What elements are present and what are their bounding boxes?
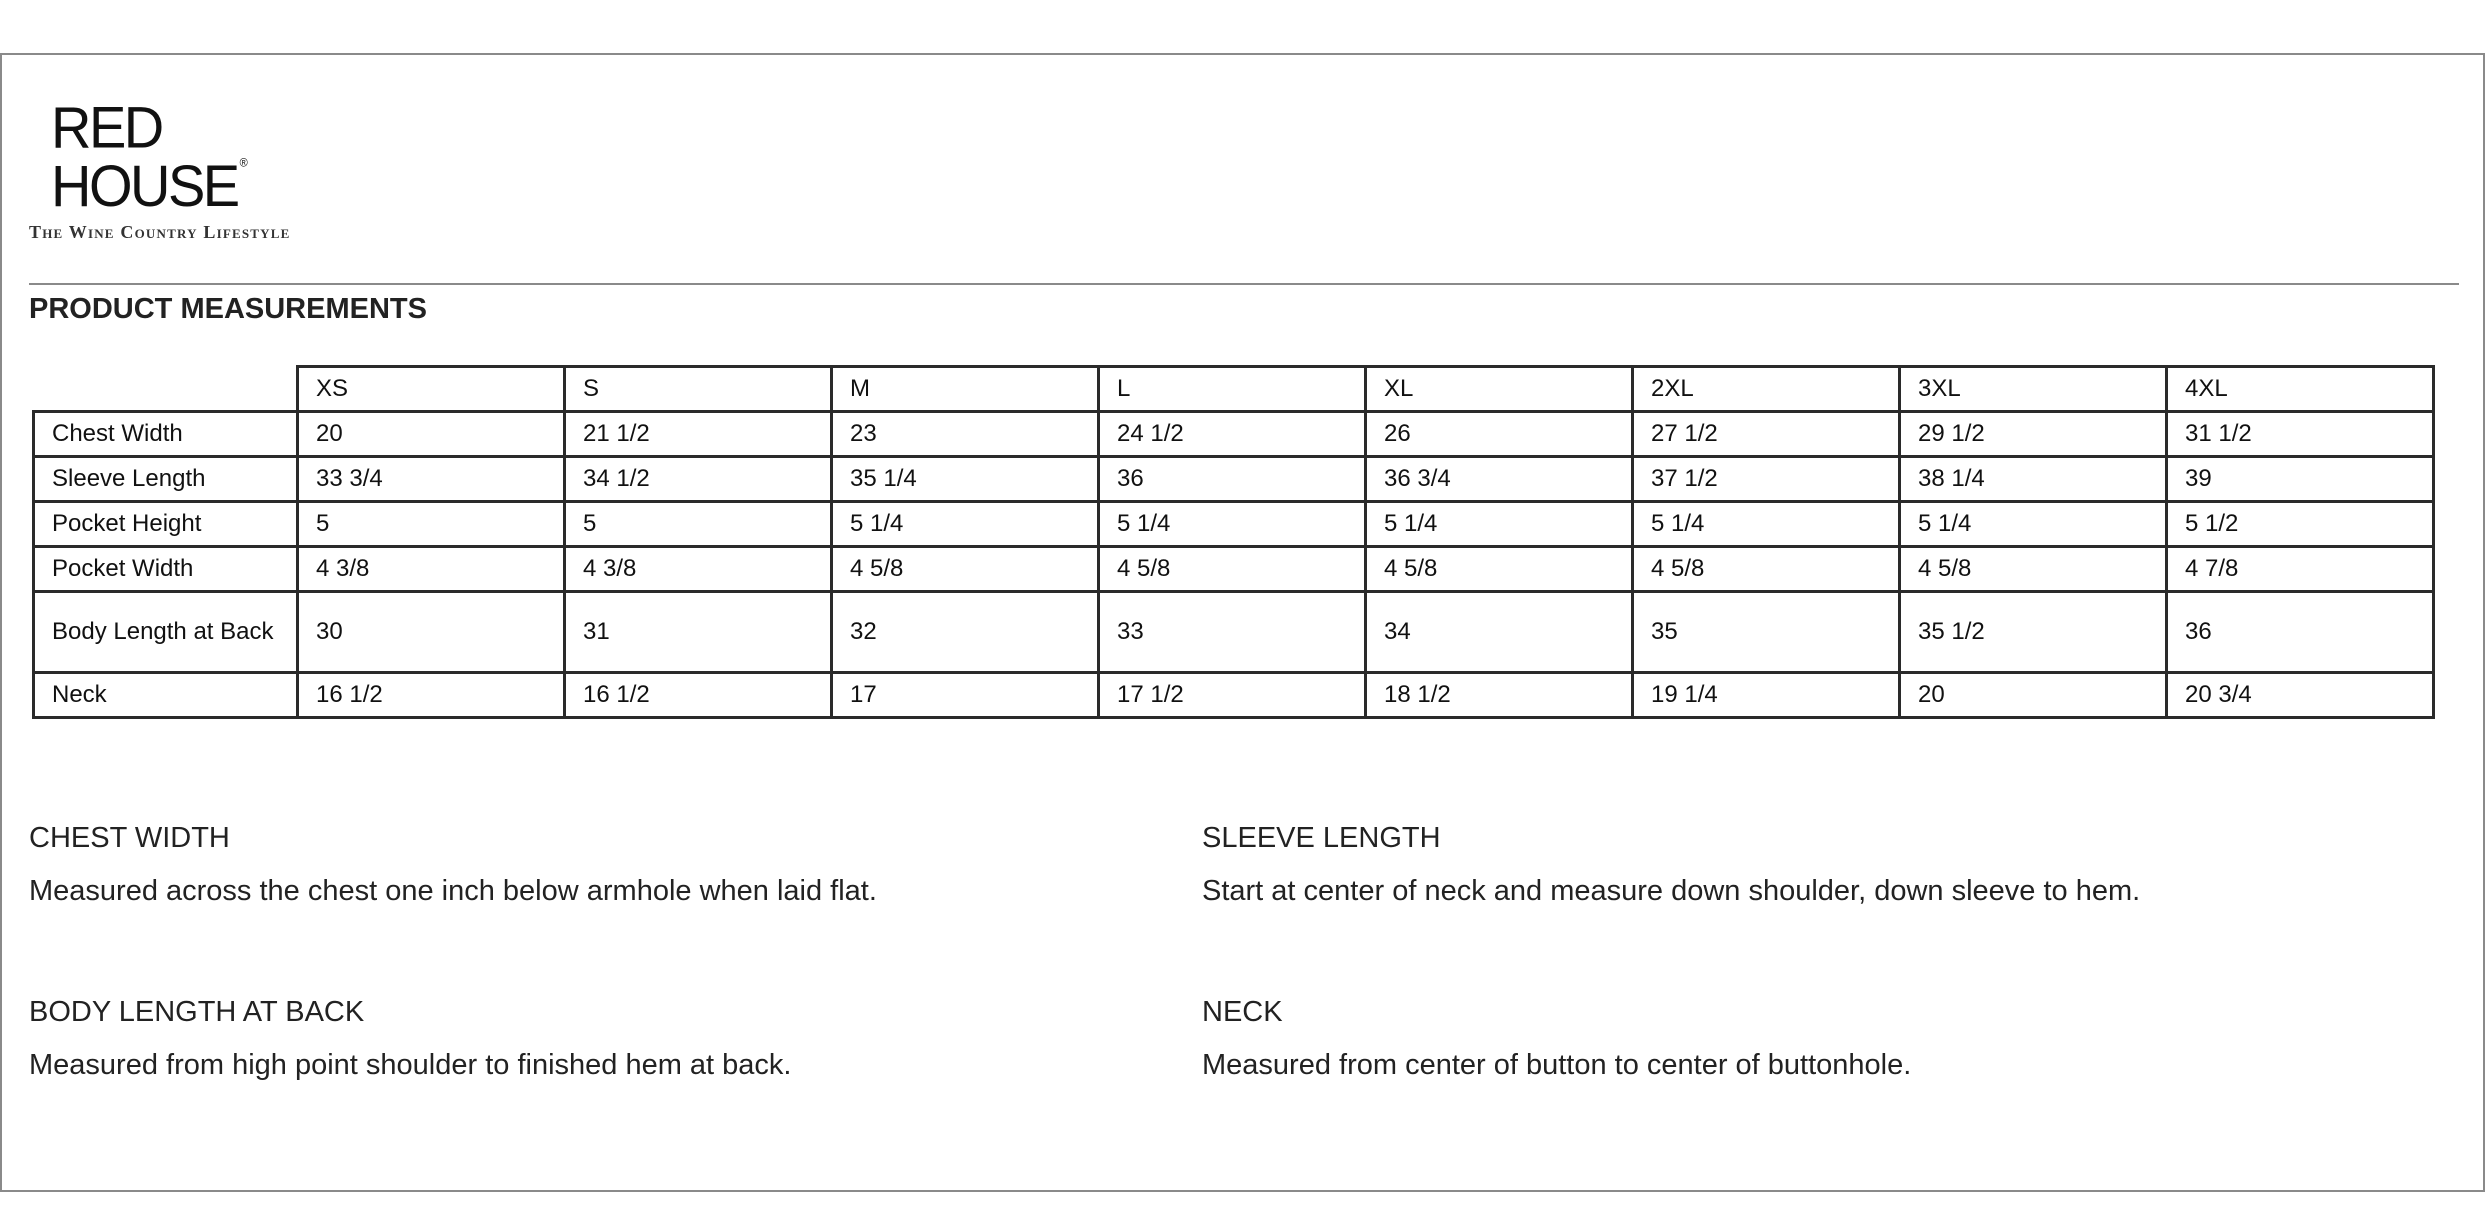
size-header: XS <box>298 367 565 412</box>
section-title: PRODUCT MEASUREMENTS <box>29 293 427 325</box>
size-header: 2XL <box>1633 367 1900 412</box>
table-cell: 17 1/2 <box>1099 673 1366 718</box>
table-row <box>34 457 2434 502</box>
table-cell: 5 1/4 <box>1099 502 1366 547</box>
table-cell: 32 <box>832 592 1099 673</box>
measurements-table <box>32 365 2435 719</box>
row-label: Chest Width <box>34 412 298 457</box>
table-cell: 4 3/8 <box>565 547 832 592</box>
table-cell: 5 1/2 <box>2167 502 2434 547</box>
table-cell: 5 1/4 <box>1633 502 1900 547</box>
description-title: SLEEVE LENGTH <box>1202 822 1441 854</box>
table-cell: 23 <box>832 412 1099 457</box>
size-header: M <box>832 367 1099 412</box>
table-cell: 5 1/4 <box>832 502 1099 547</box>
corner-cell <box>34 367 298 412</box>
brand-logo <box>29 93 369 243</box>
row-label: Pocket Width <box>34 547 298 592</box>
size-header-row <box>34 367 2434 412</box>
table-cell: 37 1/2 <box>1633 457 1900 502</box>
body-length-description <box>29 996 1179 1082</box>
table-cell: 33 <box>1099 592 1366 673</box>
table-cell: 27 1/2 <box>1633 412 1900 457</box>
table-cell: 5 <box>298 502 565 547</box>
table-cell: 17 <box>832 673 1099 718</box>
table-cell: 33 3/4 <box>298 457 565 502</box>
size-header: 3XL <box>1900 367 2167 412</box>
table-cell: 30 <box>298 592 565 673</box>
table-cell: 35 1/4 <box>832 457 1099 502</box>
table-cell: 34 1/2 <box>565 457 832 502</box>
logo-wordmark: RED HOUSE ® <box>51 93 248 219</box>
table-cell: 16 1/2 <box>298 673 565 718</box>
table-cell: 20 <box>298 412 565 457</box>
logo-tagline: The Wine Country Lifestyle <box>29 222 291 242</box>
description-title: BODY LENGTH AT BACK <box>29 996 365 1028</box>
table-cell: 4 3/8 <box>298 547 565 592</box>
table-cell: 4 5/8 <box>832 547 1099 592</box>
table-cell: 4 5/8 <box>1366 547 1633 592</box>
description-text: Start at center of neck and measure down shoulder, down sleeve to hem. <box>1202 875 2141 907</box>
table-cell: 36 <box>2167 592 2434 673</box>
table-row <box>34 412 2434 457</box>
table-row <box>34 592 2434 673</box>
row-label: Neck <box>34 673 298 718</box>
description-text: Measured from center of button to center of buttonhole. <box>1202 1049 1912 1081</box>
size-header: 4XL <box>2167 367 2434 412</box>
row-label: Body Length at Back <box>34 592 298 673</box>
size-header: S <box>565 367 832 412</box>
table-cell: 19 1/4 <box>1633 673 1900 718</box>
table-cell: 16 1/2 <box>565 673 832 718</box>
table-cell: 24 1/2 <box>1099 412 1366 457</box>
table-cell: 20 3/4 <box>2167 673 2434 718</box>
table-cell: 34 <box>1366 592 1633 673</box>
row-label: Sleeve Length <box>34 457 298 502</box>
row-label: Pocket Height <box>34 502 298 547</box>
table-cell: 4 7/8 <box>2167 547 2434 592</box>
table-cell: 5 <box>565 502 832 547</box>
table-cell: 29 1/2 <box>1900 412 2167 457</box>
table-cell: 4 5/8 <box>1099 547 1366 592</box>
table-row <box>34 502 2434 547</box>
description-title: NECK <box>1202 996 1283 1028</box>
description-text: Measured from high point shoulder to finished hem at back. <box>29 1049 792 1081</box>
size-header: L <box>1099 367 1366 412</box>
description-title: CHEST WIDTH <box>29 822 230 854</box>
table-cell: 26 <box>1366 412 1633 457</box>
table-row <box>34 673 2434 718</box>
size-header: XL <box>1366 367 1633 412</box>
table-cell: 21 1/2 <box>565 412 832 457</box>
chest-width-description <box>29 822 1179 908</box>
sleeve-length-description <box>1202 822 2352 908</box>
table-cell: 5 1/4 <box>1366 502 1633 547</box>
neck-description <box>1202 996 2352 1082</box>
table-cell: 18 1/2 <box>1366 673 1633 718</box>
table-cell: 31 <box>565 592 832 673</box>
table-cell: 20 <box>1900 673 2167 718</box>
table-cell: 4 5/8 <box>1633 547 1900 592</box>
table-row <box>34 547 2434 592</box>
table-cell: 36 <box>1099 457 1366 502</box>
table-cell: 35 1/2 <box>1900 592 2167 673</box>
description-text: Measured across the chest one inch below armhole when laid flat. <box>29 875 877 907</box>
table-cell: 36 3/4 <box>1366 457 1633 502</box>
table-cell: 35 <box>1633 592 1900 673</box>
table-cell: 39 <box>2167 457 2434 502</box>
table-cell: 5 1/4 <box>1900 502 2167 547</box>
table-cell: 4 5/8 <box>1900 547 2167 592</box>
table-cell: 38 1/4 <box>1900 457 2167 502</box>
table-cell: 31 1/2 <box>2167 412 2434 457</box>
divider <box>29 283 2459 285</box>
